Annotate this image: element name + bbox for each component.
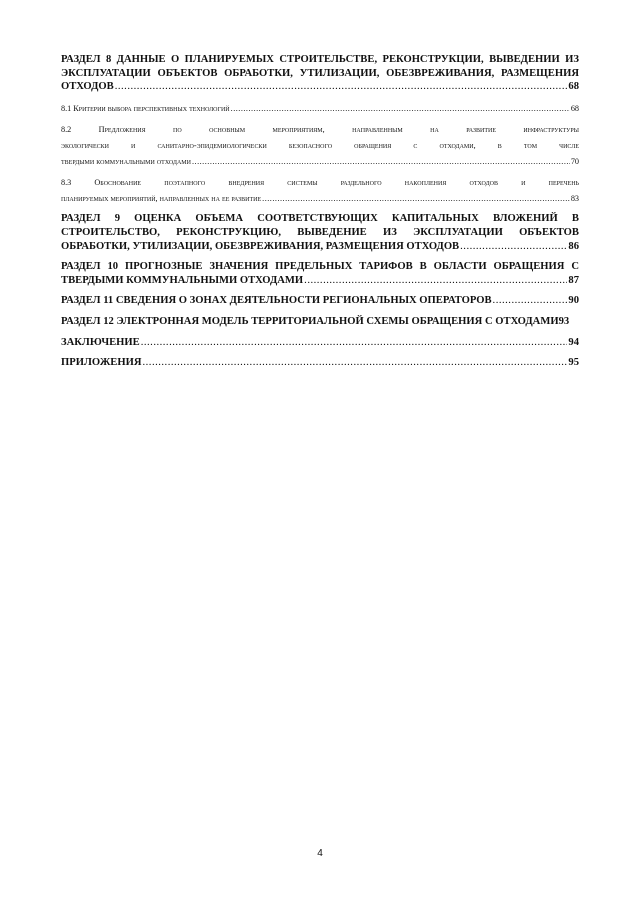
toc-entry-8-3[interactable] [61,175,579,206]
toc-entry-text: РАЗДЕЛ 10 ПРОГНОЗНЫЕ ЗНАЧЕНИЯ ПРЕДЕЛЬНЫХ ТАРИФОВ В ОБЛАСТИ ОБРАЩЕНИЯ С [61,261,579,273]
toc-entry-text: 8.3 Обоснование поэтапного внедрения системы раздельного накопления отходов и перечень [61,178,579,188]
toc-page-number: 86 [568,240,579,252]
toc-entry-text: ЗАКЛЮЧЕНИЕ [61,336,140,348]
dot-leader [304,274,567,288]
dot-leader [192,154,570,170]
page-number: 4 [317,848,323,859]
toc-entry-text: ОТХОДОВ [61,81,114,93]
toc-page-number: 70 [570,156,579,166]
toc-entry-text: СТРОИТЕЛЬСТВО, РЕКОНСТРУКЦИЮ, ВЫВЕДЕНИЕ ИЗ ЭКСПЛУАТАЦИИ ОБЪЕКТОВ [61,226,579,238]
dot-leader [231,101,570,117]
toc-entry-appendices[interactable] [61,356,579,370]
toc-page-number: 95 [568,357,579,369]
toc-page-number: 68 [568,81,579,93]
toc-page-number: 93 [558,315,570,327]
toc-page-number: 94 [568,336,579,348]
table-of-contents [61,53,579,370]
toc-entry-text: РАЗДЕЛ 8 ДАННЫЕ О ПЛАНИРУЕМЫХ СТРОИТЕЛЬСТВЕ, РЕКОНСТРУКЦИИ, ВЫВЕДЕНИИ ИЗ [61,54,579,65]
dot-leader [141,336,568,350]
toc-entry-conclusion[interactable] [61,336,579,350]
toc-entry-section-9[interactable] [61,212,579,253]
toc-page-number: 90 [568,295,579,307]
toc-entry-section-8[interactable] [61,53,579,94]
dot-leader [115,80,568,94]
toc-entry-text: РАЗДЕЛ 9 ОЦЕНКА ОБЪЕМА СООТВЕТСТВУЮЩИХ КАПИТАЛЬНЫХ ВЛОЖЕНИЙ В [61,213,579,225]
toc-entry-text: ПРИЛОЖЕНИЯ [61,357,142,369]
toc-entry-text: ОБРАБОТКИ, УТИЛИЗАЦИИ, ОБЕЗВРЕЖИВАНИЯ, РАЗМЕЩЕНИЯ ОТХОДОВ [61,240,460,252]
toc-entry-text: РАЗДЕЛ 12 ЭЛЕКТРОННАЯ МОДЕЛЬ ТЕРРИТОРИАЛЬНОЙ СХЕМЫ ОБРАЩЕНИЯ С ОТХОДАМИ [61,315,559,327]
toc-entry-8-1[interactable] [61,101,579,117]
dot-leader [493,294,568,308]
toc-entry-text: планируемых мероприятий, направленных на ее развитие [61,193,262,203]
toc-entry-text: ЭКСПЛУАТАЦИИ ОБЪЕКТОВ ОБРАБОТКИ, УТИЛИЗАЦИИ, ОБЕЗВРЕЖИВАНИЯ, РАЗМЕЩЕНИЯ [61,67,579,79]
toc-entry-text: 8.1 Критерии выбора перспективных технологий [61,103,230,113]
toc-entry-text: 8.2 Предложения по основным мероприятиям, направленным на развитие инфраструктуры [61,125,579,135]
toc-entry-section-11[interactable] [61,294,579,308]
toc-entry-text: ТВЕРДЫМИ КОММУНАЛЬНЫМИ ОТХОДАМИ [61,274,304,286]
toc-entry-text: РАЗДЕЛ 11 СВЕДЕНИЯ О ЗОНАХ ДЕЯТЕЛЬНОСТИ РЕГИОНАЛЬНЫХ ОПЕРАТОРОВ [61,295,492,307]
dot-leader [143,356,568,370]
toc-page-number: 87 [568,274,579,286]
toc-page-number: 68 [570,103,579,113]
toc-entry-section-12[interactable] [61,315,579,329]
toc-entry-section-10[interactable] [61,260,579,287]
toc-entry-8-2[interactable] [61,122,579,169]
toc-entry-text: экологически и санитарно-эпидемиологически безопасного обращения с отходами, в том числе [61,140,579,150]
dot-leader [460,240,567,254]
toc-entry-text: твердыми коммунальными отходами [61,156,191,166]
toc-page-number: 83 [570,193,579,203]
dot-leader [262,191,570,207]
